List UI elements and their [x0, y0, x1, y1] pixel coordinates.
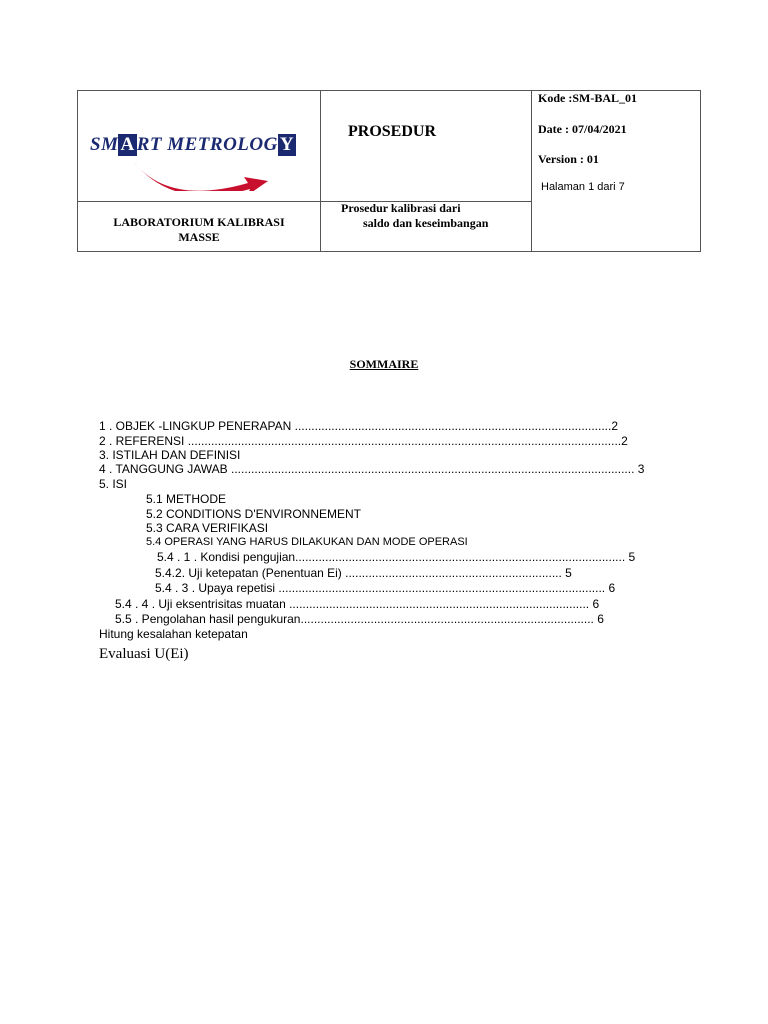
doc-subtitle: Prosedur kalibrasi dari — [341, 201, 461, 215]
toc-entry: 5.4 . 3 . Upaya repetisi .................................................................................................. 6 — [155, 581, 616, 595]
toc-entry: 3. ISTILAH DAN DEFINISI — [99, 448, 241, 462]
toc-entry: 5.4 . 1 . Kondisi pengujian................................................................................................... 5 — [157, 550, 636, 564]
page-number: Halaman 1 dari 7 — [541, 181, 625, 193]
toc-entry: 5.3 CARA VERIFIKASI — [146, 521, 269, 535]
doc-code: Kode :SM-BAL_01 — [538, 91, 637, 105]
toc-entry: 5.4 OPERASI YANG HARUS DILAKUKAN DAN MODE OPERASI — [146, 536, 468, 548]
toc-entry: 5.1 METHODE — [146, 492, 227, 506]
lab-name: LABORATORIUM KALIBRASI MASSE — [113, 215, 285, 244]
toc-entry: 5.5 . Pengolahan hasil pengukuran........................................................................................ 6 — [115, 612, 604, 626]
doc-date: Date : 07/04/2021 — [538, 122, 627, 136]
company-logo — [88, 111, 308, 191]
toc-entry: 5.4 . 4 . Uji eksentrisitas muatan .......................................................................................... 6 — [115, 597, 600, 611]
toc-entry: 2 . REFERENSI ..................................................................................................................................2 — [99, 434, 628, 448]
doc-title: PROSEDUR — [348, 123, 437, 140]
toc-entry: Hitung kesalahan ketepatan — [99, 627, 248, 641]
toc-entry: 5.2 CONDITIONS D'ENVIRONNEMENT — [146, 507, 361, 521]
toc-entry: 4 . TANGGUNG JAWAB ......................................................................................................................... 3 — [99, 462, 645, 476]
toc-entry: Evaluasi U(Ei) — [99, 646, 189, 662]
toc-entry: 1 . OBJEK -LINGKUP PENERAPAN ...............................................................................................2 — [99, 419, 619, 433]
toc-heading: SOMMAIRE — [349, 357, 419, 371]
logo-wordmark: SM A RT METROLOG Y — [90, 134, 295, 155]
header-divider — [320, 91, 321, 251]
doc-version: Version : 01 — [538, 152, 599, 166]
header-divider — [531, 91, 532, 251]
header-table — [77, 90, 701, 252]
doc-subtitle: saldo dan keseimbangan — [363, 216, 489, 230]
header-divider — [78, 201, 531, 202]
toc-entry: 5.4.2. Uji ketepatan (Penentuan Ei) ................................................................. 5 — [155, 566, 572, 580]
toc-entry: 5. ISI — [99, 477, 128, 491]
